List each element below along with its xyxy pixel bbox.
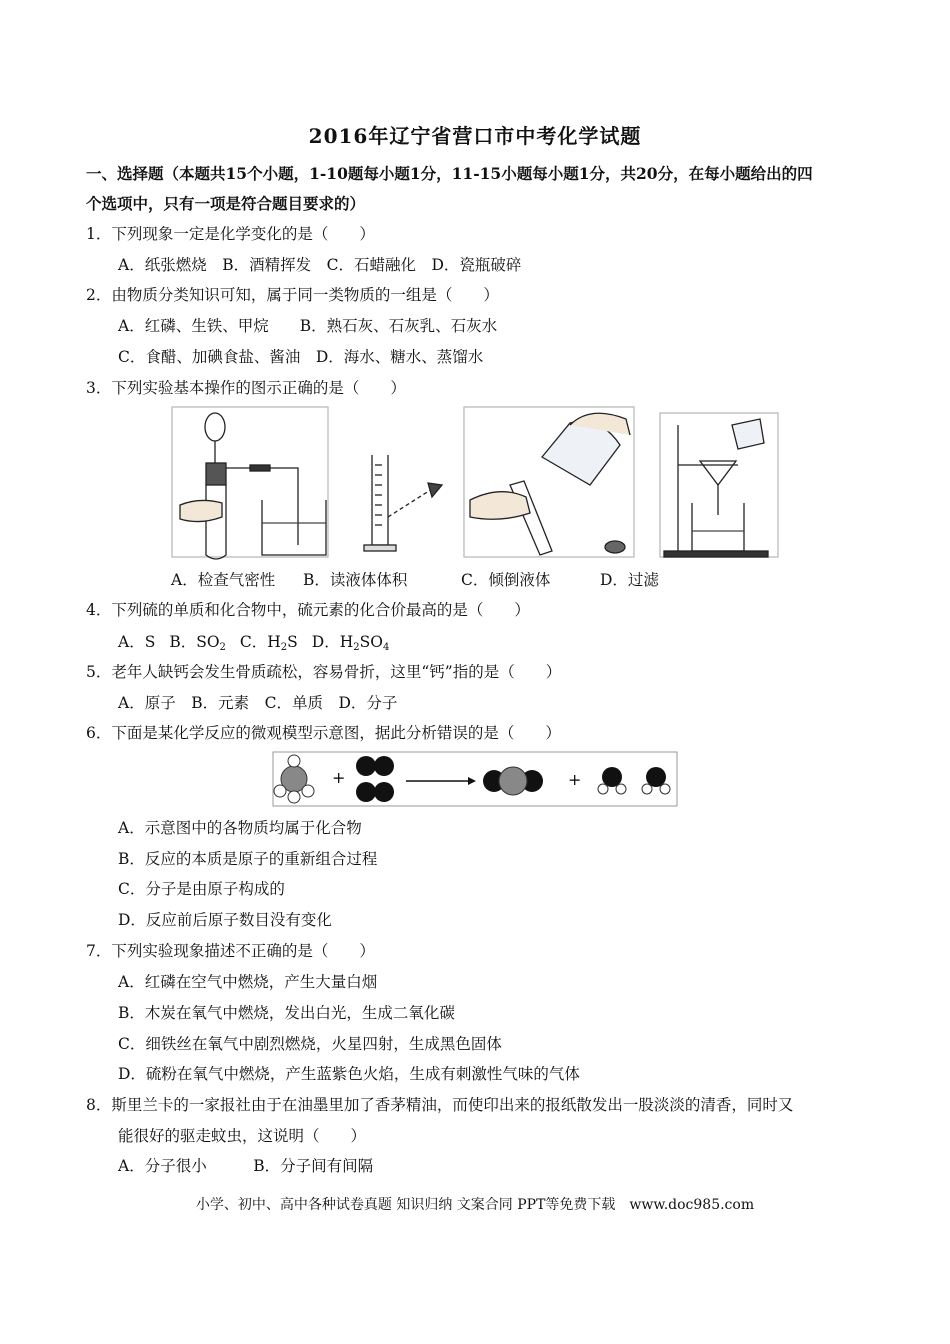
q5-stem: 5．老年人缺钙会发生骨质疏松，容易骨折，这里“钙”指的是（ ） (86, 663, 562, 681)
q5-options: A．原子 B．元素 C．单质 D．分子 (118, 694, 398, 712)
q2-stem: 2．由物质分类知识可知，属于同一类物质的一组是（ ） (86, 286, 499, 304)
section-heading-line2: 个选项中，只有一项是符合题目要求的） (86, 194, 366, 213)
plus-sign-1: + (332, 768, 346, 787)
q3-figure (170, 405, 782, 561)
q6-reaction-diagram (272, 751, 678, 807)
q6-option-d: D．反应前后原子数目没有变化 (118, 911, 332, 929)
q6-option-a: A．示意图中的各物质均属于化合物 (118, 819, 362, 837)
section-heading-line1: 一、选择题（本题共15个小题，1-10题每小题1分，11-15小题每小题1分，共20分，在每小题给出的四 (86, 164, 813, 183)
q1-stem: 1．下列现象一定是化学变化的是（ ） (86, 225, 375, 243)
q3-option-c-label: C．倾倒液体 (461, 571, 551, 589)
q4-option-a: A．S (118, 633, 156, 651)
q2-options-row2: C．食醋、加碘食盐、酱油 D．海水、糖水、蒸馏水 (118, 348, 484, 366)
pouring-liquid-illustration (464, 407, 634, 557)
page-title: 2016年辽宁省营口市中考化学试题 (308, 124, 642, 148)
q4-stem: 4．下列硫的单质和化合物中，硫元素的化合价最高的是（ ） (86, 601, 530, 619)
q3-stem: 3．下列实验基本操作的图示正确的是（ ） (86, 379, 406, 397)
q4-option-b: B．$SO_2$ (169, 633, 226, 653)
q4-option-d: D．$H_2SO_4$ (311, 633, 390, 653)
q7-stem: 7．下列实验现象描述不正确的是（ ） (86, 942, 375, 960)
filtration-illustration (660, 413, 778, 557)
q7-option-b: B．木炭在氧气中燃烧，发出白光，生成二氧化碳 (118, 1004, 455, 1022)
q3-option-d-label: D．过滤 (600, 571, 659, 589)
q7-option-d: D．硫粉在氧气中燃烧，产生蓝紫色火焰，生成有刺激性气味的气体 (118, 1065, 580, 1083)
q7-option-c: C．细铁丝在氧气中剧烈燃烧，火星四射，生成黑色固体 (118, 1035, 502, 1053)
q1-options: A．纸张燃烧 B．酒精挥发 C．石蜡融化 D．瓷瓶破碎 (118, 256, 522, 274)
q8-stem-line2: 能很好的驱走蚊虫，这说明（ ） (118, 1127, 367, 1145)
measuring-cylinder-illustration (364, 455, 442, 551)
q7-option-a: A．红磷在空气中燃烧，产生大量白烟 (118, 973, 378, 991)
plus-sign-2: + (568, 770, 582, 789)
q6-stem: 6．下面是某化学反应的微观模型示意图，据此分析错误的是（ ） (86, 724, 561, 742)
product-molecule-1 (483, 767, 543, 795)
q8-stem-line1: 8．斯里兰卡的一家报社由于在油墨里加了香茅精油，而使印出来的报纸散发出一股淡淡的清香，同时又 (86, 1096, 794, 1114)
q6-option-c: C．分子是由原子构成的 (118, 880, 285, 898)
q3-option-a-label: A．检查气密性 (171, 571, 276, 589)
q8-options: A．分子很小 B．分子间有间隔 (118, 1157, 374, 1175)
airtightness-check-illustration (172, 407, 328, 559)
q4-options (118, 632, 403, 658)
q3-option-b-label: B．读液体体积 (303, 571, 408, 589)
q4-option-c: C．$H_2S$ (239, 633, 298, 653)
q2-options-row1: A．红磷、生铁、甲烷 B．熟石灰、石灰乳、石灰水 (118, 317, 498, 335)
q6-option-b: B．反应的本质是原子的重新组合过程 (118, 850, 378, 868)
page-footer: 小学、初中、高中各种试卷真题 知识归纳 文案合同 PPT等免费下载 www.doc985.com (195, 1197, 755, 1213)
